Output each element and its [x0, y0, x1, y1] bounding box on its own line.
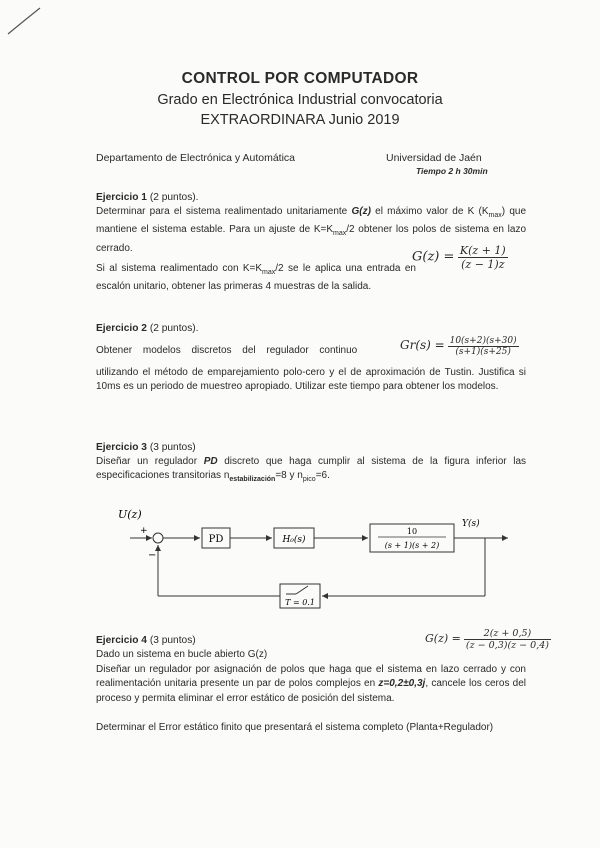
ex1-paragraph-1: Determinar para el sistema realimentado unitariamente G(z) el máximo valor de K $(K_{max})$ que mantiene el sistema estable. Para un ajuste de $K=K_{max}/2$ obtener los polos de sistema en lazo cerrado. [96, 206, 527, 254]
ex1-heading: Ejercicio 1 (2 puntos). [96, 192, 199, 203]
sampler-label: T = 0.1 [285, 598, 315, 607]
ex2-paragraph-1a: Obtener modelos discretos del regulador continuo [96, 345, 358, 356]
ex4-equation: G(z) = $\frac{2(z + 0,5)}{(z - 0,3)(z - 0,4)}$ [425, 628, 549, 651]
block-diagram [110, 500, 530, 615]
ex4-paragraph-2: Diseñar un regulador por asignación de polos que haga que el sistema en lazo cerrado y con realimentación unitaria presente un par de polos complejos en z=0,2±0,3j, cancele los ceros del proceso y permita eliminar el error estático de posición del sistema. [96, 664, 526, 704]
plant-denominator: (s + 1)(s + 2) [384, 541, 440, 550]
ex4-heading: Ejercicio 4 (3 puntos) [96, 635, 196, 646]
time-limit: Tiempo 2 h 30min [416, 166, 488, 176]
pd-block-label: PD [208, 534, 224, 545]
ex1-paragraph-2: Si al sistema realimentado con $K=K_{max}/2$ se le aplica una entrada en escalón unitario, obtener las primeras 4 muestras de la salida. [96, 263, 416, 293]
exam-subtitle-session: EXTRAORDINARA Junio 2019 [200, 112, 400, 128]
ex2-heading: Ejercicio 2 (2 puntos). [96, 323, 199, 334]
pen-stroke-mark [0, 0, 60, 40]
ex3-heading: Ejercicio 3 (3 puntos) [96, 442, 196, 453]
plant-numerator: 10 [406, 527, 418, 536]
ex4-paragraph-3: Determinar el Error estático finito que presentará el sistema completo (Planta+Regulador) [96, 722, 494, 733]
summing-junction [153, 533, 163, 543]
ex3-paragraph: Diseñar un regulador PD discreto que haga cumplir al sistema de la figura inferior las especificaciones transitorias $n_{estabilización}=8$ y $n_{pico}=6$. [96, 456, 527, 484]
department: Departamento de Electrónica y Automática [96, 152, 296, 164]
ex2-paragraph-1b: utilizando el método de emparejamiento polo-cero y el de aproximación de Tustin. Justifica si 10ms es un periodo de muestreo apropiado. Utilizar este tiempo para obtener los modelos. [96, 367, 526, 393]
sum-plus: + [140, 526, 148, 536]
exam-subtitle-degree: Grado en Electrónica Industrial convocatoria [157, 92, 443, 108]
output-label: Y(s) [462, 519, 480, 529]
input-label: U(z) [118, 508, 142, 521]
ex1-equation: G(z) = $\frac{K(z + 1)}{(z - 1)z}$ [412, 244, 506, 271]
sum-minus: − [148, 550, 157, 561]
hold-block-label: H₀(s) [282, 535, 306, 545]
ex2-equation: Gr(s) = $\frac{10(s+2)(s+30)}{(s+1)(s+25)}$ [400, 336, 517, 357]
university: Universidad de Jaén [386, 152, 482, 164]
exam-title: CONTROL POR COMPUTADOR [181, 70, 419, 87]
ex4-paragraph-1: Dado un sistema en bucle abierto G(z) [96, 649, 268, 660]
